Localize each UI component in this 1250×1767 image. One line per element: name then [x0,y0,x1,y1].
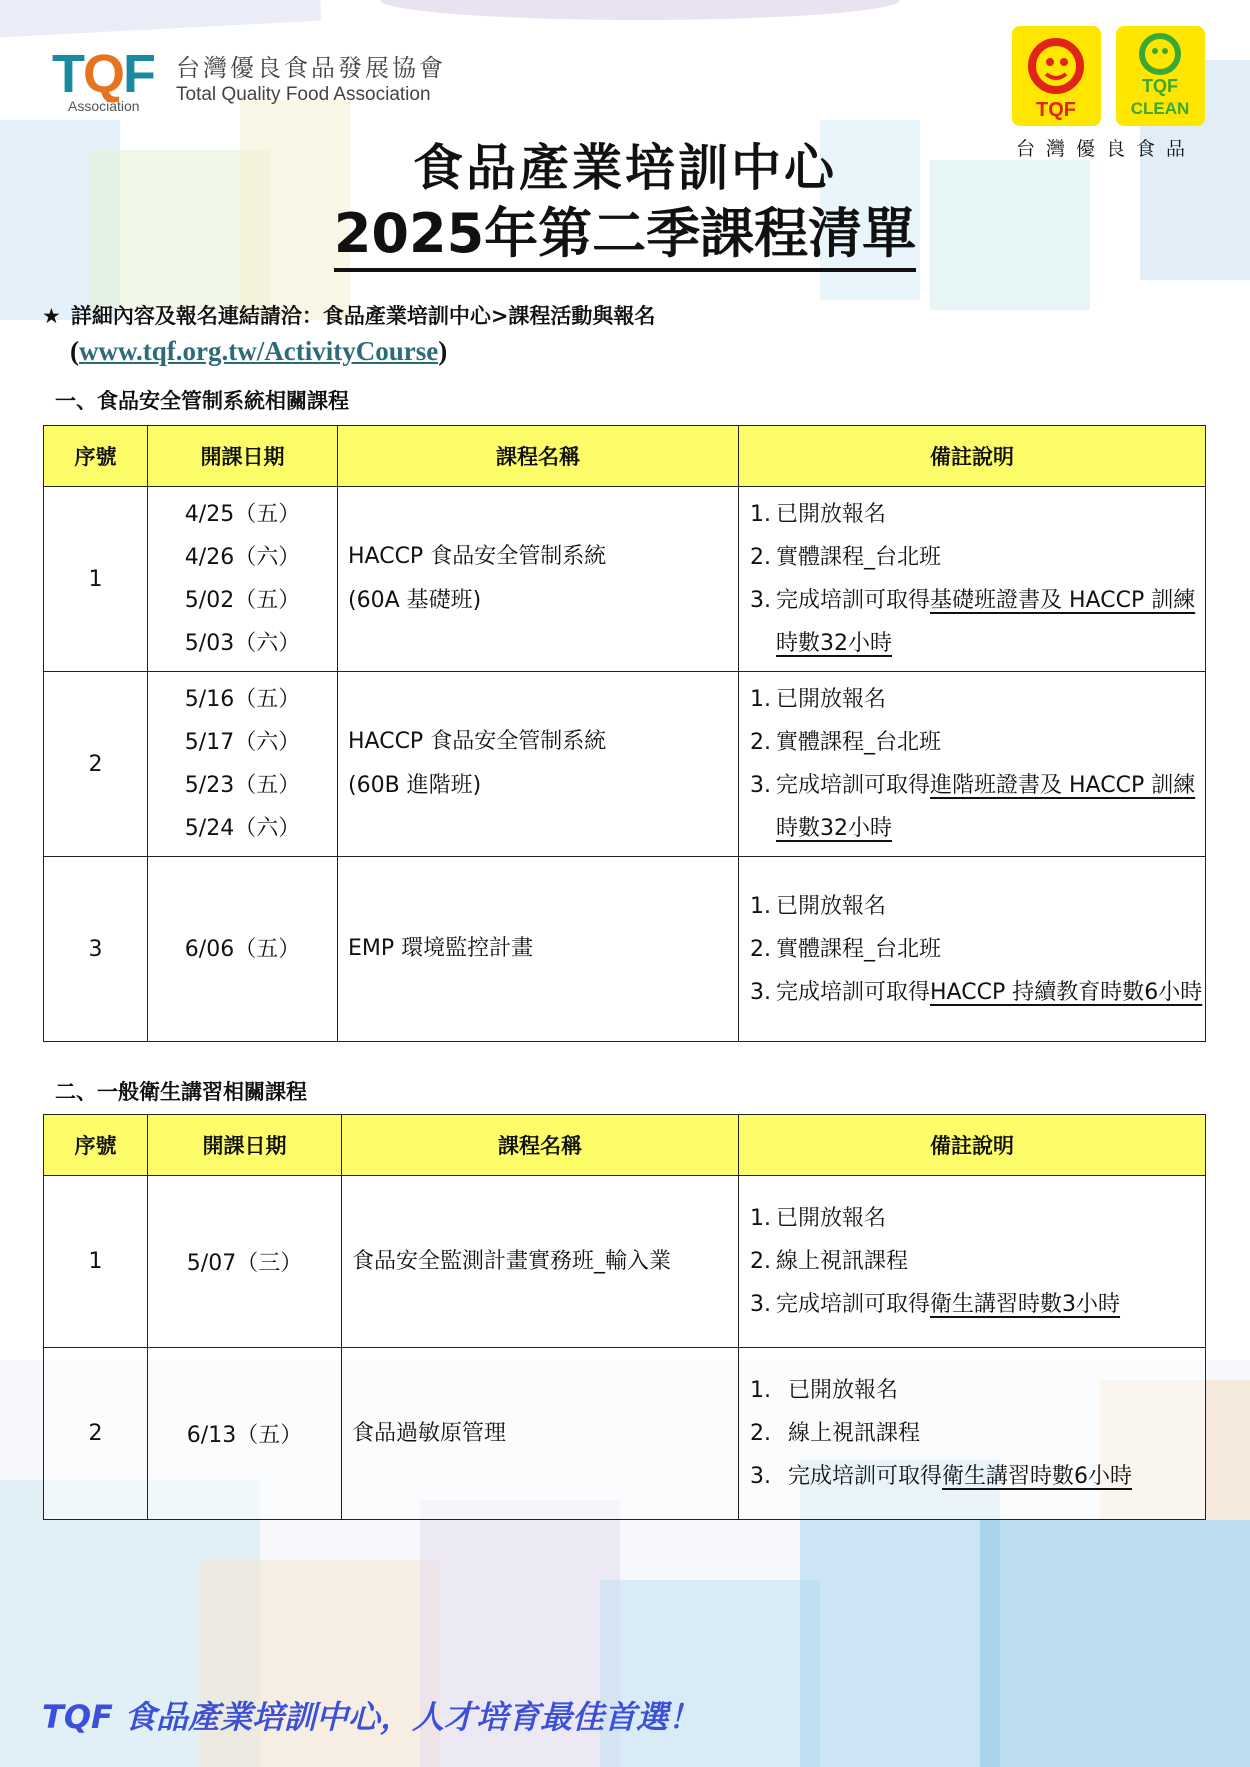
logo-association-label: Association [68,98,140,114]
table-header-row [44,1115,1206,1176]
course-name: 食品安全監測計畫實務班_輸入業 [342,1176,739,1348]
row-number: 1 [44,1176,148,1348]
footer-slogan: TQF 食品產業培訓中心，人才培育最佳首選！ [42,1698,701,1736]
course-dates: 6/06（五） [148,857,338,1042]
section-title-food-safety: 一、食品安全管制系統相關課程 [55,389,349,413]
food-safety-course-table [43,425,1206,1042]
course-date: 5/07（三） [148,1176,342,1348]
col-header-course: 課程名稱 [338,426,739,487]
course-remarks: 1. 已開放報名 2. 線上視訊課程 3. 完成培訓可取得衛生講習時數6小時 [739,1348,1206,1520]
table-row [44,672,1206,857]
table-row [44,1176,1206,1348]
col-header-remarks: 備註說明 [739,426,1206,487]
row-number: 3 [44,857,148,1042]
table-header-row [44,426,1206,487]
course-date: 6/13（五） [148,1348,342,1520]
table-row [44,487,1206,672]
col-header-course: 課程名稱 [342,1115,739,1176]
tqf-clean-label-2: CLEAN [1130,99,1190,118]
page-title: 食品產業培訓中心 [413,139,837,197]
hygiene-course-table [43,1114,1206,1520]
badge-caption: 台灣優良食品 [1016,138,1197,160]
star-icon: ★ [42,304,61,328]
tqf-badge [1012,26,1101,126]
col-header-remarks: 備註說明 [739,1115,1206,1176]
col-header-no: 序號 [44,426,148,487]
col-header-no: 序號 [44,1115,148,1176]
col-header-date: 開課日期 [148,1115,342,1176]
course-name: 食品過敏原管理 [342,1348,739,1520]
association-name-english: Total Quality Food Association [176,84,431,105]
activity-course-link[interactable]: www.tqf.org.tw/ActivityCourse [79,336,439,366]
course-remarks: 1. 已開放報名 2. 實體課程_台北班 3. 完成培訓可取得HACCP 持續教育時數6小時 [739,857,1206,1042]
section-title-hygiene: 二、一般衛生講習相關課程 [55,1080,307,1104]
tqf-badge-icon [1012,26,1101,126]
course-link-line: (www.tqf.org.tw/ActivityCourse) [70,336,448,366]
tqf-clean-badge [1116,26,1205,126]
tqf-association-logo [52,44,472,114]
course-dates: 5/16（五） 5/17（六） 5/23（五） 5/24（六） [148,672,338,857]
course-name: EMP 環境監控計畫 [338,857,739,1042]
row-number: 2 [44,1348,148,1520]
tqf-badge-label: TQF [1036,99,1076,121]
course-name: HACCP 食品安全管制系統 (60A 基礎班) [338,487,739,672]
registration-note [42,300,655,330]
tqf-logo-mark: TQF [52,44,155,104]
registration-note-text: 詳細內容及報名連結請洽：食品產業培訓中心>課程活動與報名 [70,304,656,328]
row-number: 2 [44,672,148,857]
tqf-clean-label-1: TQF [1142,76,1178,96]
course-remarks: 1. 已開放報名 2. 線上視訊課程 3. 完成培訓可取得衛生講習時數3小時 [739,1176,1206,1348]
course-remarks: 1. 已開放報名 2. 實體課程_台北班 3. 完成培訓可取得進階班證書及 HACCP 訓練時數32小時 [739,672,1206,857]
table-row [44,1348,1206,1520]
association-name-chinese: 台灣優良食品發展協會 [176,54,446,82]
table-row [44,857,1206,1042]
course-name: HACCP 食品安全管制系統 (60B 進階班) [338,672,739,857]
tqf-clean-badge-icon [1116,26,1205,126]
row-number: 1 [44,487,148,672]
course-remarks: 1. 已開放報名 2. 實體課程_台北班 3. 完成培訓可取得基礎班證書及 HACCP 訓練時數32小時 [739,487,1206,672]
col-header-date: 開課日期 [148,426,338,487]
course-dates: 4/25（五） 4/26（六） 5/02（五） 5/03（六） [148,487,338,672]
page-subtitle: 2025年第二季課程清單 [334,202,916,272]
